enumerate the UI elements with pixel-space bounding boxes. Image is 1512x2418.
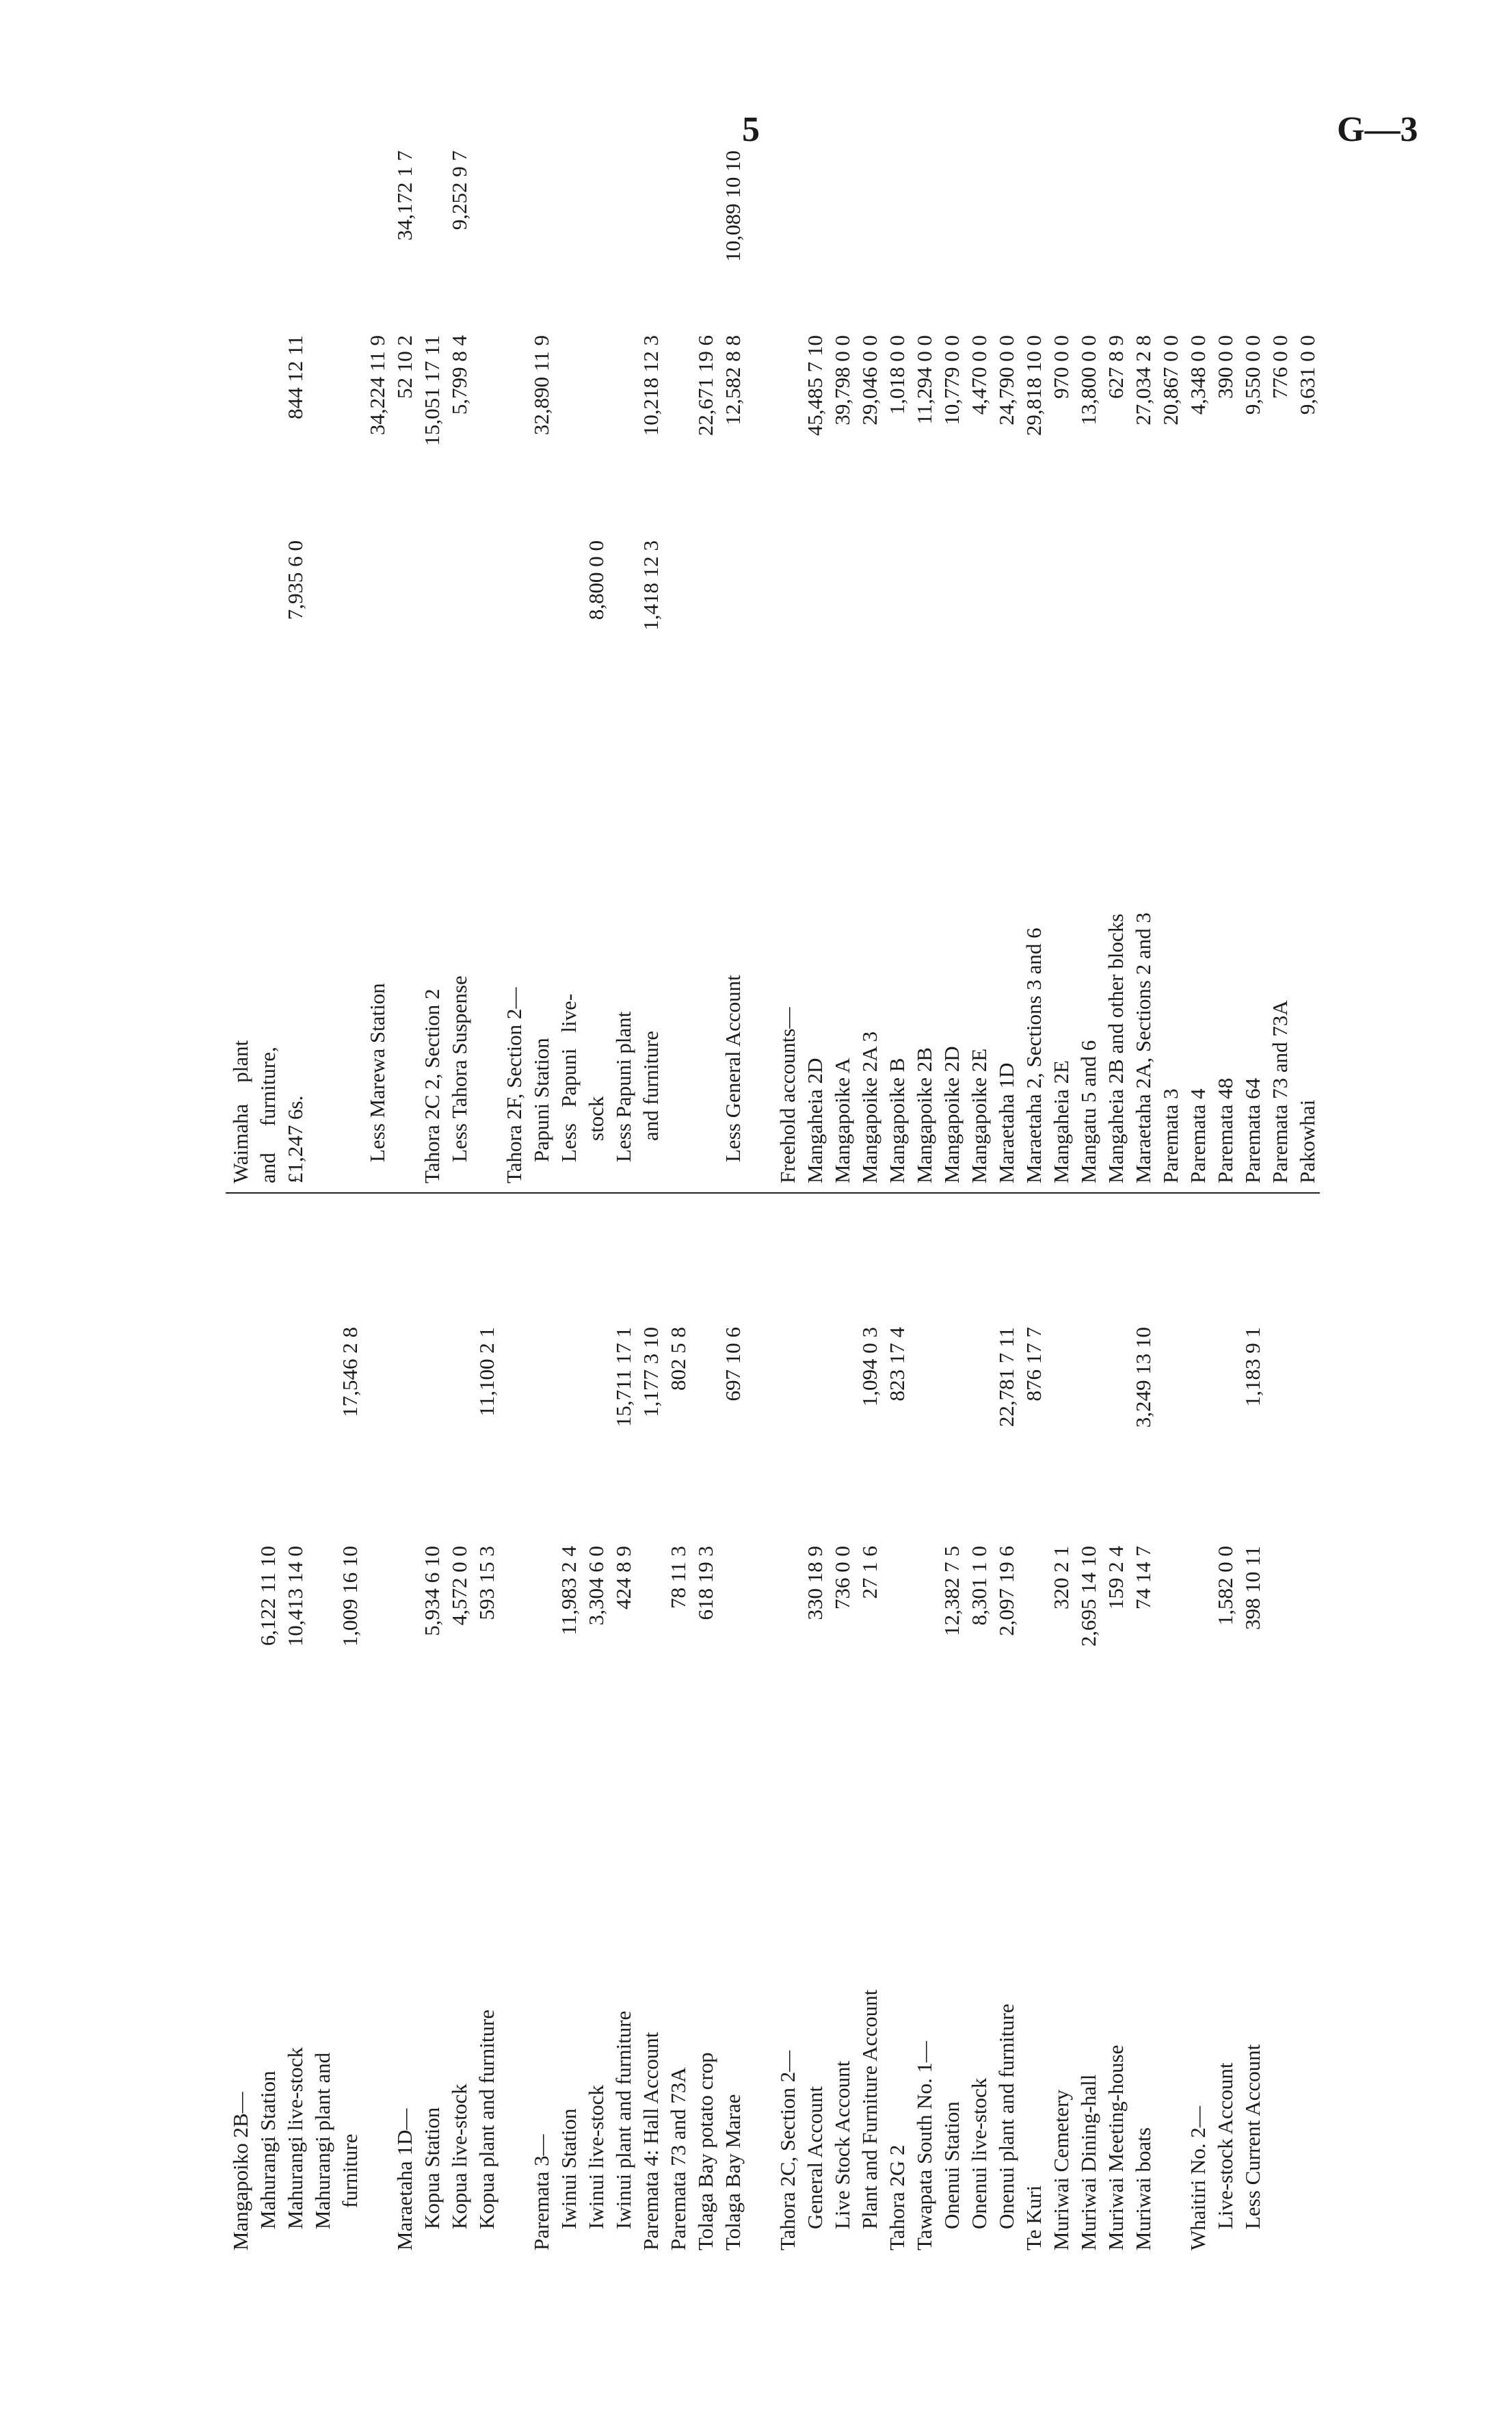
row-label: Live Stock Account	[830, 2060, 854, 2250]
row-label: Paremata 3—	[529, 2134, 553, 2250]
right-row	[280, 198, 310, 2250]
amount-c1: 424 8 9	[611, 1546, 635, 1609]
row-label: Mahurangi live-stock	[283, 2047, 307, 2250]
amount-c4: 15,051 17 11	[420, 335, 444, 446]
amount-c1: 10,413 14 0	[283, 1546, 307, 1647]
amount-c1: 330 18 9	[803, 1546, 827, 1620]
right-row	[855, 198, 885, 2250]
row-label: Less Current Account	[1241, 2044, 1264, 2250]
amount-c4: 4,348 0 0	[1186, 335, 1210, 415]
amount-c2: 697 10 6	[721, 1327, 745, 1402]
row-label: Kopua live-stock	[447, 2084, 471, 2250]
row-label: £1,247 6s.	[283, 1095, 307, 1183]
row-label: Mangaheia 2D	[803, 1057, 827, 1183]
right-row	[472, 198, 502, 2250]
amount-c1: 6,122 11 10	[256, 1546, 280, 1646]
row-label: stock	[584, 1096, 608, 1183]
document-code: G—3	[1337, 110, 1418, 149]
right-row	[1238, 198, 1268, 2250]
row-label: Mangaheia 2E	[1049, 1060, 1073, 1183]
amount-c3: 7,935 6 0	[283, 540, 307, 620]
row-label: Waimaha plant	[228, 1040, 252, 1183]
right-row	[308, 198, 338, 2250]
amount-c4: 1,018 0 0	[885, 335, 909, 415]
row-label: Paremata 4: Hall Account	[639, 2032, 663, 2250]
right-row	[691, 198, 721, 2250]
right-row	[1292, 198, 1323, 2250]
row-label: Paremata 4	[1186, 1088, 1210, 1183]
amount-c4: 39,798 0 0	[830, 335, 854, 425]
right-row	[417, 198, 447, 2250]
row-label: Kopua plant and furniture	[475, 2009, 499, 2250]
right-row	[800, 198, 830, 2250]
right-row	[362, 198, 393, 2250]
amount-c4: 4,470 0 0	[967, 335, 991, 415]
amount-c5: 9,252 9 7	[447, 150, 471, 231]
amount-c4: 13,800 0 0	[1076, 335, 1100, 425]
row-label: Onenui plant and furniture	[994, 2003, 1018, 2250]
right-row	[554, 198, 584, 2250]
right-row	[910, 198, 940, 2250]
row-label: Plant and Furniture Account	[858, 1989, 881, 2250]
right-row	[992, 198, 1022, 2250]
row-label: Te Kuri	[1022, 2185, 1046, 2250]
amount-c2: 3,249 13 10	[1131, 1327, 1155, 1428]
amount-c1: 320 2 1	[1049, 1546, 1073, 1609]
amount-c4: 10,218 12 3	[639, 335, 663, 436]
row-label: Mangapoike A	[830, 1057, 854, 1183]
amount-c4: 844 12 11	[283, 335, 307, 419]
row-label: and furniture,	[256, 1047, 280, 1183]
amount-c1: 8,301 1 0	[967, 1546, 991, 1626]
row-label: Iwinui Station	[557, 2108, 581, 2250]
row-label: Paremata 73 and 73A	[666, 2067, 690, 2250]
right-row	[773, 198, 803, 2250]
amount-c3: 1,418 12 3	[639, 540, 663, 631]
row-label: Paremata 64	[1241, 1077, 1264, 1183]
right-row	[745, 198, 775, 2250]
amount-c4: 776 0 0	[1268, 335, 1292, 399]
row-label: Tolaga Bay potato crop	[693, 2052, 717, 2250]
row-label: Maraetaha 1D—	[393, 2108, 416, 2250]
row-label: Maraetaha 2, Sections 3 and 6	[1022, 928, 1046, 1183]
row-label: Paremata 73 and 73A	[1268, 1000, 1292, 1183]
amount-c1: 4,572 0 0	[447, 1546, 471, 1626]
amount-c1: 618 19 3	[693, 1546, 717, 1620]
amount-c5: 34,172 1 7	[393, 150, 416, 241]
row-label: Iwinui live-stock	[584, 2085, 608, 2250]
row-label: Mangapoike 2A 3	[858, 1031, 881, 1183]
amount-c1: 593 15 3	[475, 1546, 499, 1620]
right-row	[827, 198, 858, 2250]
row-label: Mangapoiko 2B—	[228, 2092, 252, 2250]
right-row	[1128, 198, 1158, 2250]
row-label: Less Marewa Station	[365, 983, 389, 1183]
row-label: Less Papuni plant	[611, 1011, 635, 1183]
row-label: Onenui Station	[940, 2101, 964, 2250]
row-label: Mahurangi plant and	[310, 2052, 334, 2250]
row-label: Tolaga Bay Marae	[721, 2094, 745, 2250]
amount-c4: 10,779 0 0	[940, 335, 964, 425]
amount-c4: 5,799 8 4	[447, 335, 471, 415]
row-label: Kopua Station	[420, 2107, 444, 2250]
row-label: Mangapoike 2E	[967, 1048, 991, 1183]
right-row	[335, 198, 365, 2250]
row-label: Muriwai Dining-hall	[1076, 2074, 1100, 2250]
right-row	[527, 198, 557, 2250]
right-row	[937, 198, 967, 2250]
row-label: Less Papuni live-	[557, 993, 581, 1183]
amount-c4: 32,890 11 9	[529, 335, 553, 436]
amount-c1: 1,582 0 0	[1213, 1546, 1237, 1626]
amount-c5: 10,089 10 10	[721, 150, 745, 262]
amount-c4: 9,550 0 0	[1241, 335, 1264, 415]
amount-c1: 2,097 19 6	[994, 1546, 1018, 1636]
amount-c4: 970 0 0	[1049, 335, 1073, 399]
rotated-table	[123, 150, 1327, 2250]
row-label: Tahora 2G 2	[885, 2144, 909, 2250]
amount-c4: 29,046 0 0	[858, 335, 881, 425]
row-label: Papuni Station	[529, 1038, 553, 1183]
row-label: Iwinui plant and furniture	[611, 2010, 635, 2250]
amount-c1: 2,695 14 10	[1076, 1546, 1100, 1647]
row-label: Mangapoike 2B	[912, 1047, 936, 1183]
row-label: Less General Account	[721, 975, 745, 1183]
amount-c4: 20,867 0 0	[1158, 335, 1182, 425]
amount-c1: 11,983 2 4	[557, 1546, 581, 1635]
row-label: Live-stock Account	[1213, 2062, 1237, 2250]
row-label: Tahora 2F, Section 2—	[502, 987, 526, 1183]
amount-c2: 802 5 8	[666, 1327, 690, 1391]
amount-c4: 9,631 0 0	[1295, 335, 1319, 415]
amount-c4: 390 0 0	[1213, 335, 1237, 399]
amount-c1: 78 11 3	[666, 1546, 690, 1609]
row-label: Whaitiri No. 2—	[1186, 2106, 1210, 2250]
right-row	[226, 198, 256, 2250]
amount-c2: 876 17 7	[1022, 1327, 1046, 1402]
row-label: Tahora 2C 2, Section 2	[420, 988, 444, 1183]
right-row	[390, 150, 420, 2250]
right-row	[1074, 198, 1104, 2250]
amount-c1: 398 10 11	[1241, 1546, 1264, 1630]
amount-c4: 29,818 10 0	[1022, 335, 1046, 436]
amount-c2: 22,781 7 11	[994, 1327, 1018, 1428]
amount-c2: 1,183 9 1	[1241, 1327, 1264, 1407]
amount-c1: 27 1 6	[858, 1546, 881, 1599]
amount-c4: 45,485 7 10	[803, 335, 827, 436]
right-row	[663, 198, 693, 2250]
amount-c2: 1,094 0 3	[858, 1327, 881, 1407]
amount-c4: 24,790 0 0	[994, 335, 1018, 425]
right-row	[882, 198, 912, 2250]
amount-c4: 27,034 2 8	[1131, 335, 1155, 425]
right-row	[581, 198, 611, 2250]
right-row	[1210, 198, 1241, 2250]
row-label: Mangaheia 2B and other blocks	[1104, 913, 1128, 1183]
amount-c1: 12,382 7 5	[940, 1546, 964, 1636]
row-label: Mangapoike 2D	[940, 1046, 964, 1183]
row-label: Maraetaha 2A, Sections 2 and 3	[1131, 912, 1155, 1183]
right-row	[1101, 198, 1131, 2250]
right-row	[1183, 198, 1213, 2250]
row-label: Mangatu 5 and 6	[1076, 1040, 1100, 1183]
right-row	[636, 198, 666, 2250]
right-row	[964, 198, 994, 2250]
right-row	[445, 150, 475, 2250]
row-label: Freehold accounts—	[775, 1007, 799, 1183]
amount-c1: 159 2 4	[1104, 1546, 1128, 1609]
row-label: Tawapata South No. 1—	[912, 2040, 936, 2250]
row-label: Mangapoike B	[885, 1057, 909, 1183]
row-label: Maraetaha 1D	[994, 1062, 1018, 1183]
amount-c4: 12,582 8 8	[721, 335, 745, 425]
row-label: and furniture	[639, 1031, 663, 1183]
row-label: Paremata 3	[1158, 1088, 1182, 1183]
right-row	[1156, 198, 1186, 2250]
amount-c2: 823 17 4	[885, 1327, 909, 1402]
right-row	[1046, 198, 1076, 2250]
right-row	[1019, 198, 1049, 2250]
right-row	[253, 198, 283, 2250]
row-label: Pakowhai	[1295, 1099, 1319, 1183]
row-label: General Account	[803, 2086, 827, 2250]
right-row	[609, 198, 639, 2250]
amount-c1: 3,304 6 0	[584, 1546, 608, 1626]
amount-c4: 34,224 11 9	[365, 335, 389, 436]
amount-c2: 17,546 2 8	[338, 1327, 362, 1417]
amount-c1: 5,934 6 10	[420, 1546, 444, 1636]
amount-c2: 1,177 3 10	[639, 1327, 663, 1417]
amount-c4: 52 10 2	[393, 335, 416, 399]
row-label: Muriwai Cemetery	[1049, 2089, 1073, 2250]
amount-c1: 736 0 0	[830, 1546, 854, 1609]
page-number: 5	[742, 110, 760, 149]
amount-c2: 15,711 17 1	[611, 1327, 635, 1428]
row-label: Paremata 48	[1213, 1077, 1237, 1183]
row-label: Muriwai Meeting-house	[1104, 2045, 1128, 2250]
row-label: Less Tahora Suspense	[447, 975, 471, 1183]
row-label: Tahora 2C, Section 2—	[775, 2050, 799, 2250]
amount-c1: 1,009 16 10	[338, 1546, 362, 1647]
right-row	[499, 198, 529, 2250]
amount-c4: 22,671 19 6	[693, 335, 717, 436]
amount-c4: 11,294 0 0	[912, 335, 936, 425]
row-label: Muriwai boats	[1131, 2127, 1155, 2250]
amount-c2: 11,100 2 1	[475, 1327, 499, 1417]
row-label: furniture	[338, 2133, 362, 2250]
row-label: Onenui live-stock	[967, 2077, 991, 2250]
amount-c3: 8,800 0 0	[584, 540, 608, 620]
right-row	[718, 150, 748, 2250]
right-row	[1265, 198, 1295, 2250]
amount-c1: 74 14 7	[1131, 1546, 1155, 1609]
amount-c4: 627 8 9	[1104, 335, 1128, 399]
row-label: Mahurangi Station	[256, 2071, 280, 2250]
